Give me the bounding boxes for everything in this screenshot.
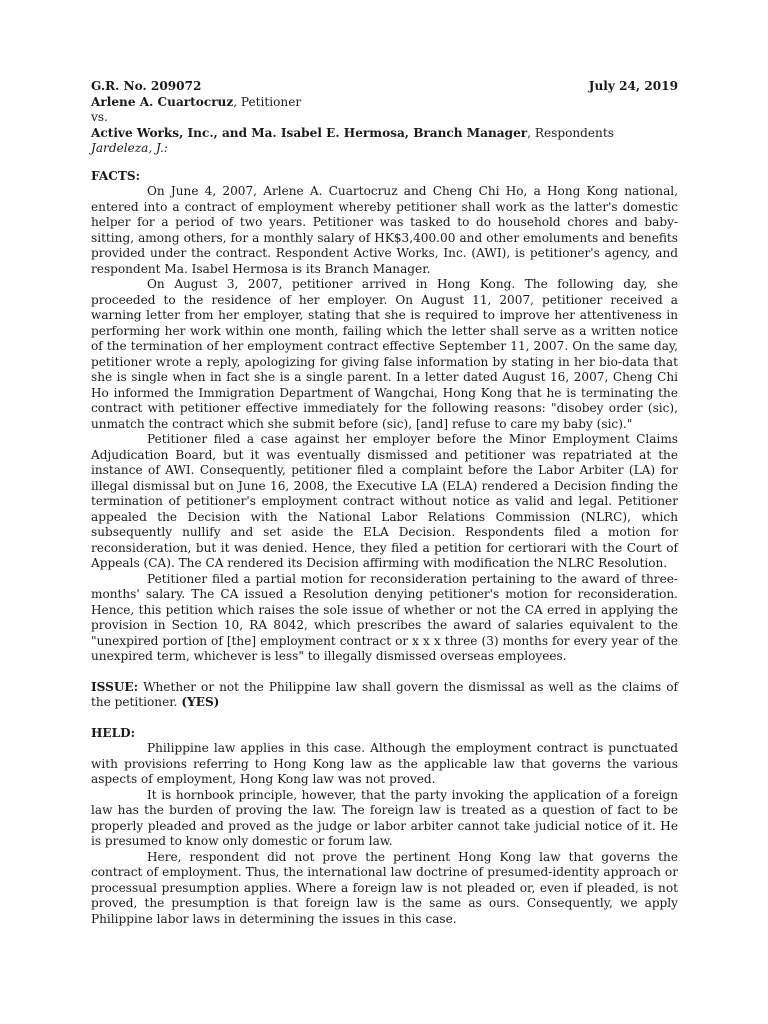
facts-paragraph: Petitioner filed a case against her employer before the Minor Employment Claims Adjudication Board, but it was eventually dismissed and petitioner was repatriated at the instance of AWI. Consequently, petitioner filed a complaint before the Labor Arbiter (LA) for illegal dismissal but on June 16, 2008, the Executive LA (ELA) rendered a Decision finding the termination of petitioner's employment contract without notice as valid and legal. Petitioner appealed the Decision with the National Labor Relations Commission (NLRC), which subsequently nullify and set aside the ELA Decision. Respondents filed a motion for reconsideration, but it was denied. Hence, they filed a petition for certiorari with the Court of Appeals (CA). The CA rendered its Decision affirming with modification the NLRC Resolution. bbox=[91, 432, 678, 570]
held-heading: HELD: bbox=[91, 725, 136, 740]
issue-answer: (YES) bbox=[181, 695, 220, 709]
respondents-line bbox=[91, 126, 678, 142]
facts-body bbox=[91, 184, 678, 665]
document-page bbox=[91, 79, 678, 927]
petitioner-role: , Petitioner bbox=[233, 94, 302, 109]
respondents-role: , Respondents bbox=[527, 125, 614, 140]
facts-paragraph: On June 4, 2007, Arlene A. Cuartocruz and Cheng Chi Ho, a Hong Kong national, entered into a contract of employment whereby petitioner shall work as the latter's domestic helper for a period of two years. Petitioner was tasked to do household chores and baby-sitting, among others, for a monthly salary of HK$3,400.00 and other emoluments and benefits provided under the contract. Respondent Active Works, Inc. (AWI), is petitioner's agency, and respondent Ma. Isabel Hermosa is its Branch Manager. bbox=[91, 184, 678, 276]
case-number: G.R. No. 209072 bbox=[91, 79, 202, 93]
versus-line: vs. bbox=[91, 110, 108, 124]
petitioner-line bbox=[91, 95, 678, 111]
issue-text: Whether or not the Philippine law shall govern the dismissal as well as the claims of the petitioner. bbox=[91, 679, 678, 709]
case-header-line bbox=[91, 79, 678, 95]
facts-heading: FACTS: bbox=[91, 168, 141, 183]
held-paragraph: Here, respondent did not prove the pertinent Hong Kong law that governs the contract of employment. Thus, the international law doctrine of presumed-identity approach or processual presumption applies. Where a foreign law is not pleaded or, even if pleaded, is not proved, the presumption is that foreign law is the same as ours. Consequently, we apply Philippine labor laws in determining the issues in this case. bbox=[91, 849, 678, 926]
held-paragraph: Philippine law applies in this case. Although the employment contract is punctuated with provisions referring to Hong Kong law as the applicable law that governs the various aspects of employment, Hong Kong law was not proved. bbox=[91, 741, 678, 786]
decision-date: July 24, 2019 bbox=[588, 79, 678, 93]
respondents-name: Active Works, Inc., and Ma. Isabel E. Hermosa, Branch Manager bbox=[91, 125, 528, 140]
petitioner-name: Arlene A. Cuartocruz bbox=[91, 94, 234, 109]
issue-section bbox=[91, 680, 678, 711]
facts-paragraph: Petitioner filed a partial motion for reconsideration pertaining to the award of three-months' salary. The CA issued a Resolution denying petitioner's motion for reconsideration. Hence, this petition which raises the sole issue of whether or not the CA erred in applying the provision in Section 10, RA 8042, which prescribes the award of salaries equivalent to the "unexpired portion of [the] employment contract or x x x three (3) months for every year of the unexpired term, whichever is less" to illegally dismissed overseas employees. bbox=[91, 571, 678, 663]
held-body bbox=[91, 741, 678, 927]
facts-paragraph: On August 3, 2007, petitioner arrived in Hong Kong. The following day, she proceeded to the residence of her employer. On August 11, 2007, petitioner received a warning letter from her employer, stating that she is required to improve her attentiveness in performing her work within one month, failing which the letter shall serve as a written notice of the termination of her employment contract effective September 11, 2007. On the same day, petitioner wrote a reply, apologizing for giving false information by stating in her bio-data that she is single when in fact she is a single parent. In a letter dated August 16, 2007, Cheng Chi Ho informed the Immigration Department of Wangchai, Hong Kong that he is terminating the contract with petitioner effective immediately for the following reasons: "disobey order (sic), unmatch the contract which she submit before (sic), [and] refuse to care my baby (sic)." bbox=[91, 277, 678, 431]
ponente: Jardeleza, J.: bbox=[91, 141, 168, 155]
held-paragraph: It is hornbook principle, however, that the party invoking the application of a foreign law has the burden of proving the law. The foreign law is treated as a question of fact to be properly pleaded and proved as the judge or labor arbiter cannot take judicial notice of it. He is presumed to know only domestic or forum law. bbox=[91, 787, 678, 848]
issue-heading: ISSUE: bbox=[91, 679, 139, 694]
